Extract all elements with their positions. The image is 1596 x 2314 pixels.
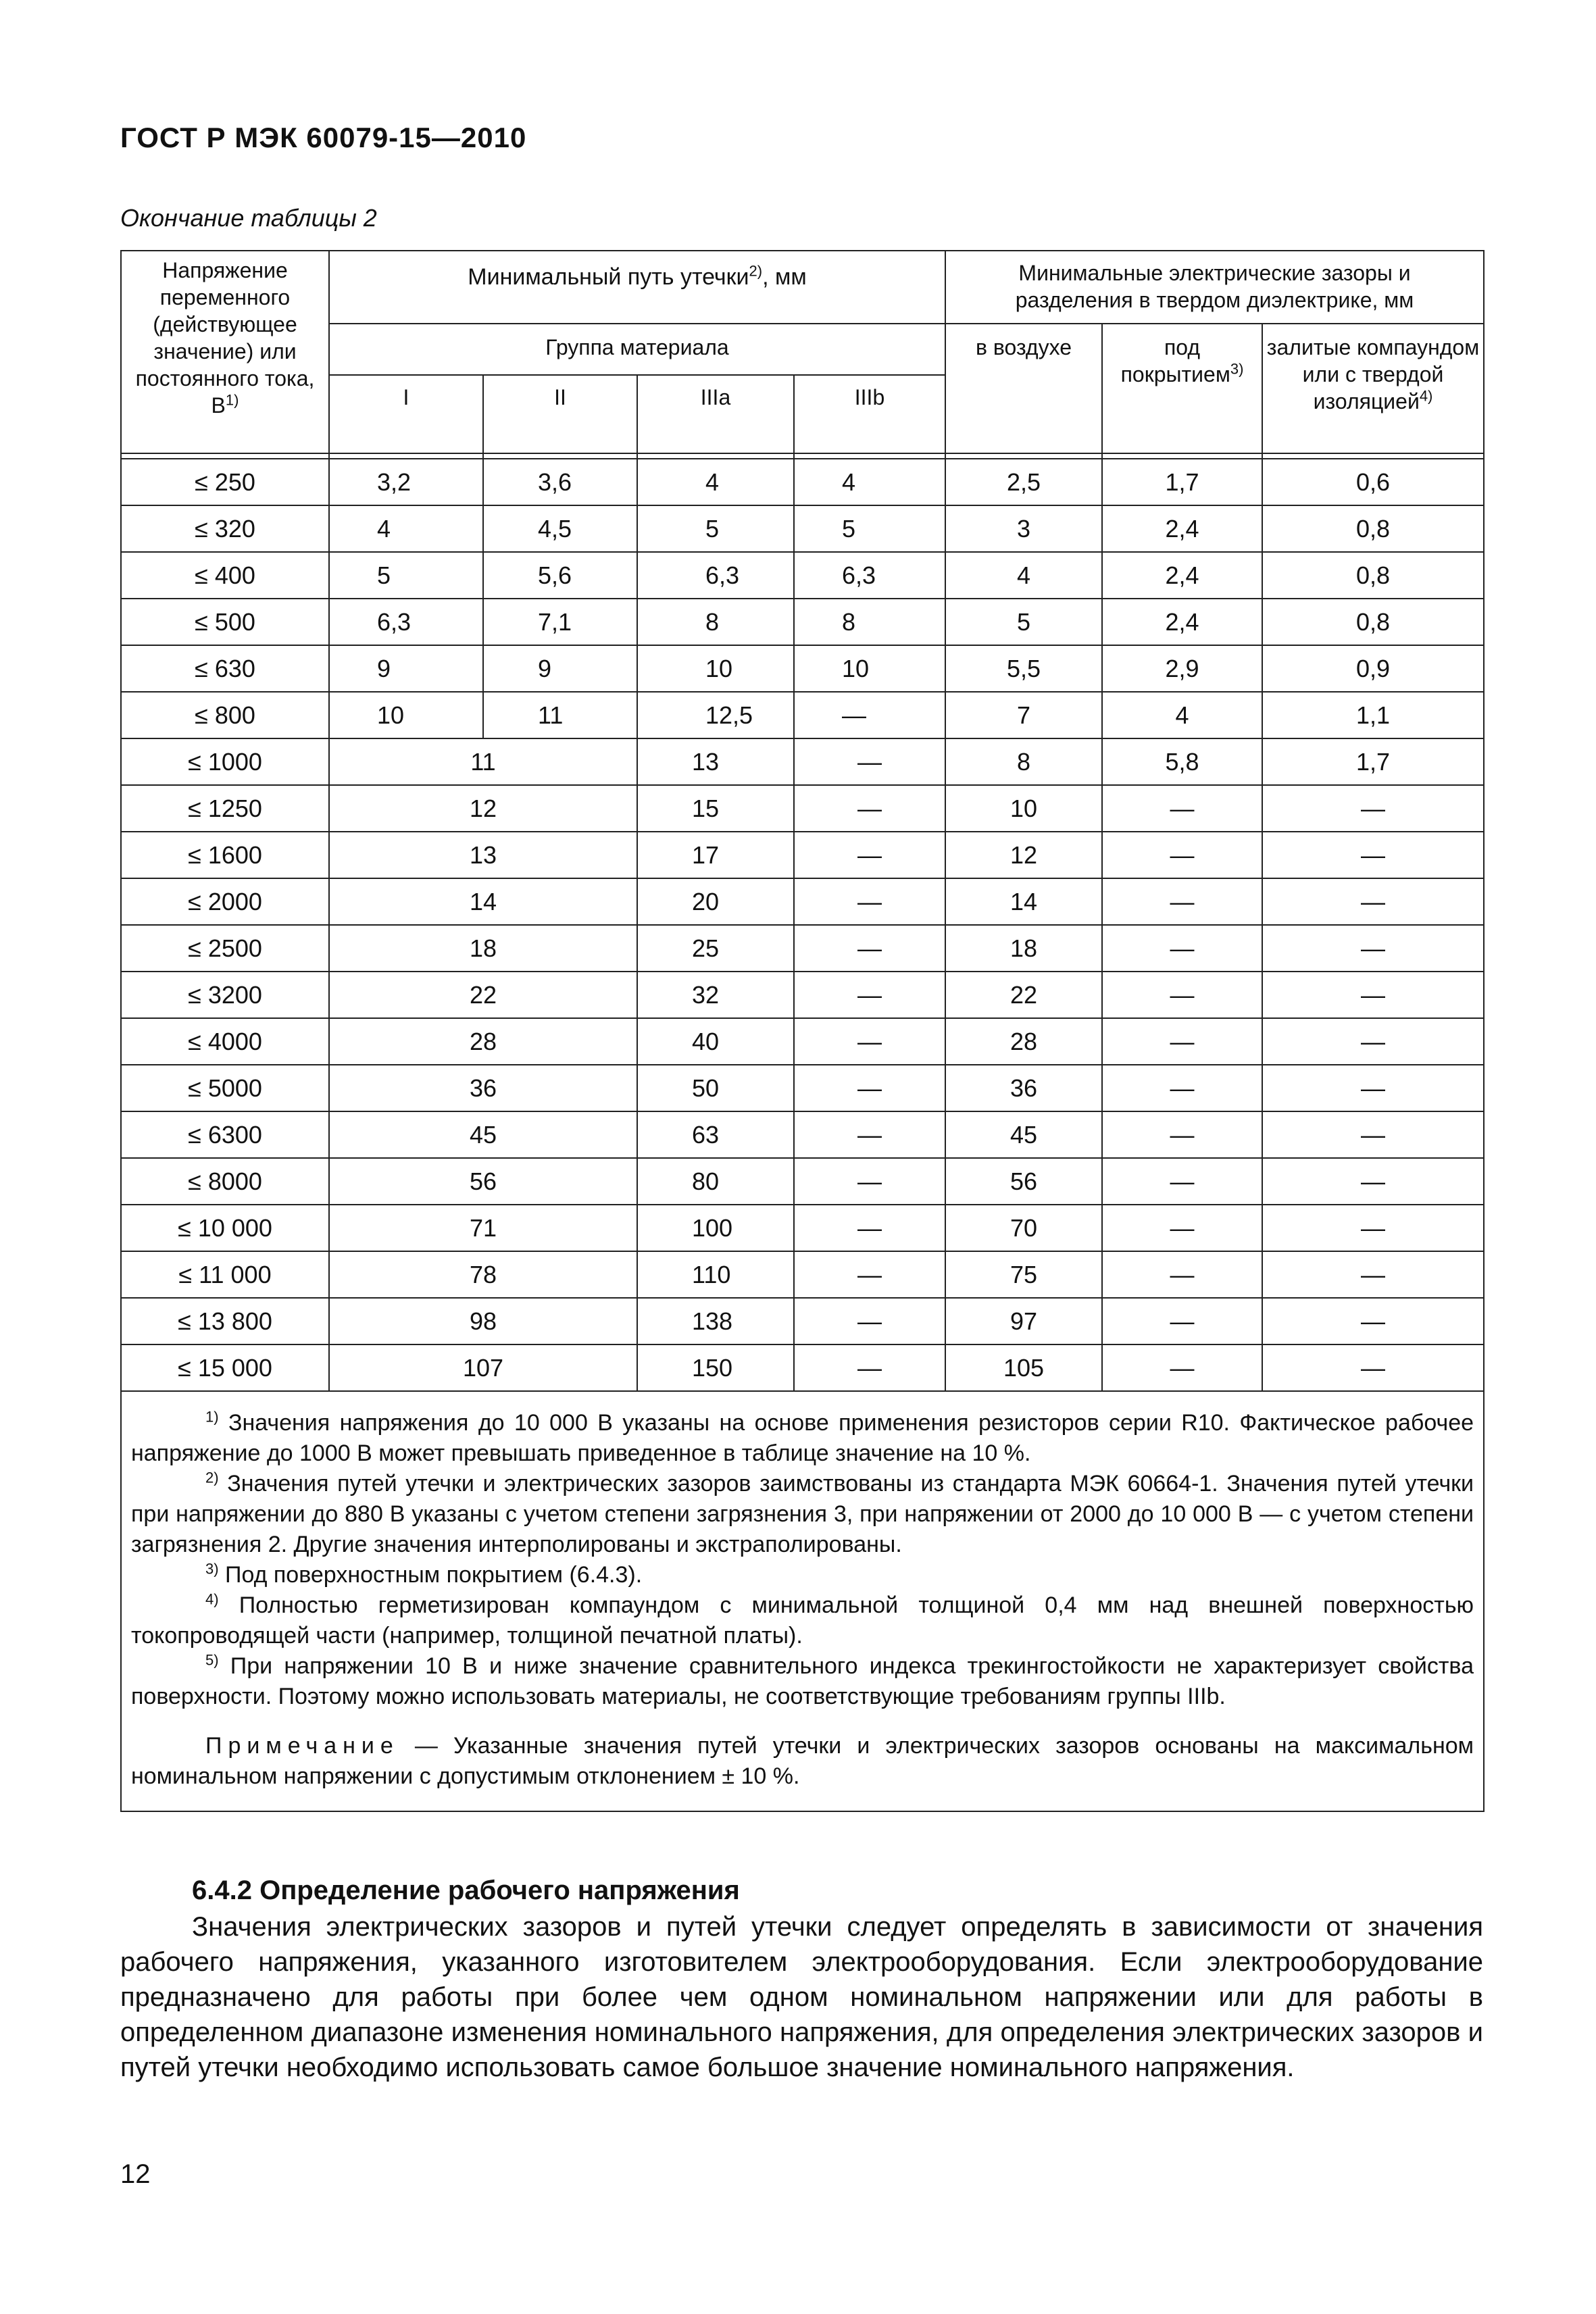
cell-creepage-iiia: 100 (637, 1205, 794, 1251)
cell-clearance-potted: 1,7 (1262, 738, 1484, 785)
header-potted-text: залитые компаундом или с твердой изоляцией (1266, 335, 1480, 413)
cell-clearance-potted: — (1262, 785, 1484, 832)
cell-clearance-coating: — (1102, 878, 1262, 925)
cell-clearance-air: 12 (945, 832, 1102, 878)
table-caption: Окончание таблицы 2 (120, 204, 377, 232)
table-row (121, 1111, 1484, 1158)
cell-clearance-coating: 2,4 (1102, 505, 1262, 552)
cell-clearance-coating: 2,4 (1102, 599, 1262, 645)
cell-creepage-iiib: — (794, 972, 945, 1018)
footnote-ref-4: 4) (1419, 387, 1433, 405)
cell-creepage-ii: 3,6 (483, 459, 637, 505)
header-creepage (329, 251, 945, 324)
footnote-ref-3: 3) (1230, 360, 1244, 378)
cell-voltage: ≤ 4000 (121, 1018, 329, 1065)
cell-clearance-air: 10 (945, 785, 1102, 832)
cell-creepage-i-ii: 14 (329, 878, 637, 925)
table-row (121, 738, 1484, 785)
cell-clearance-potted: 1,1 (1262, 692, 1484, 738)
cell-creepage-i-ii: 12 (329, 785, 637, 832)
header-clearance (945, 251, 1484, 324)
cell-clearance-potted: — (1262, 1251, 1484, 1298)
header-voltage-text: Напряжение переменного (действующее значение) или постоянного тока, В (135, 258, 315, 418)
cell-creepage-iiib: 10 (794, 645, 945, 692)
cell-clearance-potted: — (1262, 972, 1484, 1018)
table-row (121, 832, 1484, 878)
cell-voltage: ≤ 400 (121, 552, 329, 599)
cell-clearance-air: 2,5 (945, 459, 1102, 505)
cell-creepage-iiib: — (794, 738, 945, 785)
cell-voltage: ≤ 10 000 (121, 1205, 329, 1251)
cell-clearance-coating: 2,4 (1102, 552, 1262, 599)
cell-clearance-coating: — (1102, 1065, 1262, 1111)
cell-clearance-coating: — (1102, 1251, 1262, 1298)
cell-creepage-iiib: — (794, 1111, 945, 1158)
cell-clearance-air: 14 (945, 878, 1102, 925)
cell-clearance-potted: — (1262, 1205, 1484, 1251)
footnote-text: Полностью герметизирован компаундом с минимальной толщиной 0,4 мм над внешней поверхностью токопроводящей части (например, толщиной печатной платы). (131, 1592, 1474, 1649)
cell-creepage-iiia: 15 (637, 785, 794, 832)
cell-clearance-air: 18 (945, 925, 1102, 972)
cell-creepage-iiia: 50 (637, 1065, 794, 1111)
cell-creepage-i-ii: 56 (329, 1158, 637, 1205)
table-row (121, 599, 1484, 645)
cell-clearance-potted: — (1262, 1158, 1484, 1205)
cell-voltage: ≤ 320 (121, 505, 329, 552)
footnote-mark: 4) (205, 1590, 219, 1608)
document-header: ГОСТ Р МЭК 60079-15—2010 (120, 122, 527, 153)
cell-creepage-iiia: 63 (637, 1111, 794, 1158)
table-row (121, 645, 1484, 692)
cell-creepage-i-ii: 45 (329, 1111, 637, 1158)
table-row (121, 1344, 1484, 1391)
cell-clearance-potted: — (1262, 1344, 1484, 1391)
cell-creepage-i-ii: 71 (329, 1205, 637, 1251)
cell-creepage-iiia: 80 (637, 1158, 794, 1205)
cell-clearance-coating: — (1102, 1344, 1262, 1391)
cell-clearance-coating: — (1102, 785, 1262, 832)
footnote (131, 1408, 1474, 1469)
footnote-text: Под поверхностным покрытием (6.4.3). (218, 1562, 643, 1588)
cell-creepage-iiib: — (794, 878, 945, 925)
cell-clearance-air: 5,5 (945, 645, 1102, 692)
table-row (121, 1298, 1484, 1344)
cell-voltage: ≤ 5000 (121, 1065, 329, 1111)
cell-creepage-iiib: 6,3 (794, 552, 945, 599)
cell-creepage-iiia: 150 (637, 1344, 794, 1391)
table-footnotes (121, 1391, 1484, 1811)
footnotes-row (121, 1391, 1484, 1811)
cell-creepage-iiib: — (794, 1205, 945, 1251)
cell-clearance-potted: 0,8 (1262, 599, 1484, 645)
cell-creepage-iiia: 110 (637, 1251, 794, 1298)
table-row (121, 459, 1484, 505)
cell-clearance-air: 36 (945, 1065, 1102, 1111)
cell-creepage-i-ii: 107 (329, 1344, 637, 1391)
cell-creepage-iiib: — (794, 1065, 945, 1111)
cell-creepage-iiia: 6,3 (637, 552, 794, 599)
footnote (131, 1560, 1474, 1590)
header-material-group (329, 324, 945, 375)
cell-creepage-ii: 5,6 (483, 552, 637, 599)
cell-creepage-i-ii: 36 (329, 1065, 637, 1111)
cell-clearance-air: 5 (945, 599, 1102, 645)
footnote-mark: 2) (205, 1469, 219, 1486)
header-material-group-text: Группа материала (545, 335, 729, 359)
cell-creepage-iiib: 4 (794, 459, 945, 505)
cell-voltage: ≤ 1000 (121, 738, 329, 785)
cell-creepage-i: 5 (329, 552, 483, 599)
cell-voltage: ≤ 11 000 (121, 1251, 329, 1298)
header-under-coating (1102, 324, 1262, 453)
cell-creepage-i-ii: 22 (329, 972, 637, 1018)
cell-creepage-iiib: — (794, 1344, 945, 1391)
note-label: Примечание (205, 1733, 399, 1759)
cell-creepage-iiib: — (794, 1018, 945, 1065)
cell-creepage-iiib: — (794, 785, 945, 832)
header-under-coating-text: под покрытием (1120, 335, 1230, 386)
cell-clearance-air: 4 (945, 552, 1102, 599)
cell-creepage-iiib: 8 (794, 599, 945, 645)
page-number: 12 (120, 2159, 151, 2189)
header-clearance-text: Минимальные электрические зазоры и разделения в твердом диэлектрике, мм (1015, 261, 1414, 312)
cell-voltage: ≤ 250 (121, 459, 329, 505)
cell-creepage-i-ii: 78 (329, 1251, 637, 1298)
cell-creepage-iiib: 5 (794, 505, 945, 552)
cell-clearance-potted: — (1262, 1065, 1484, 1111)
cell-creepage-iiib: — (794, 832, 945, 878)
footnote-ref-1: 1) (225, 391, 239, 409)
table-row (121, 878, 1484, 925)
cell-clearance-potted: 0,8 (1262, 552, 1484, 599)
cell-voltage: ≤ 500 (121, 599, 329, 645)
cell-creepage-ii: 11 (483, 692, 637, 738)
header-in-air-text: в воздухе (975, 335, 1072, 359)
cell-clearance-coating: — (1102, 1018, 1262, 1065)
cell-clearance-coating: — (1102, 1205, 1262, 1251)
cell-voltage: ≤ 15 000 (121, 1344, 329, 1391)
table-row (121, 1251, 1484, 1298)
cell-creepage-iiia: 20 (637, 878, 794, 925)
footnote-text: При напряжении 10 В и ниже значение сравнительного индекса трекингостойкости не характеризует свойства поверхности. Поэтому можно использовать материалы, не соответствующие требованиям группы IIIb. (131, 1653, 1474, 1709)
cell-clearance-coating: — (1102, 1111, 1262, 1158)
header-creepage-text: Минимальный путь утечки (468, 264, 749, 290)
cell-creepage-iiia: 138 (637, 1298, 794, 1344)
cell-creepage-i: 9 (329, 645, 483, 692)
cell-clearance-coating: 2,9 (1102, 645, 1262, 692)
cell-creepage-iiia: 10 (637, 645, 794, 692)
cell-creepage-ii: 7,1 (483, 599, 637, 645)
table-row (121, 925, 1484, 972)
table-row (121, 505, 1484, 552)
cell-voltage: ≤ 8000 (121, 1158, 329, 1205)
table-row (121, 552, 1484, 599)
cell-clearance-coating: — (1102, 1298, 1262, 1344)
cell-clearance-air: 97 (945, 1298, 1102, 1344)
cell-clearance-air: 22 (945, 972, 1102, 1018)
cell-clearance-potted: — (1262, 925, 1484, 972)
cell-creepage-iiia: 8 (637, 599, 794, 645)
cell-clearance-coating: — (1102, 1158, 1262, 1205)
cell-voltage: ≤ 2000 (121, 878, 329, 925)
cell-creepage-iiia: 13 (637, 738, 794, 785)
cell-clearance-air: 28 (945, 1018, 1102, 1065)
cell-creepage-i-ii: 18 (329, 925, 637, 972)
cell-creepage-iiia: 32 (637, 972, 794, 1018)
cell-clearance-air: 45 (945, 1111, 1102, 1158)
cell-creepage-iiia: 17 (637, 832, 794, 878)
cell-creepage-iiib: — (794, 1158, 945, 1205)
cell-clearance-coating: — (1102, 972, 1262, 1018)
cell-clearance-air: 7 (945, 692, 1102, 738)
cell-clearance-coating: 4 (1102, 692, 1262, 738)
footnote (131, 1469, 1474, 1560)
cell-voltage: ≤ 13 800 (121, 1298, 329, 1344)
cell-clearance-air: 105 (945, 1344, 1102, 1391)
table-row (121, 972, 1484, 1018)
section-paragraph: Значения электрических зазоров и путей утечки следует определять в зависимости от значения рабочего напряжения, указанного изготовителем электрооборудования. Если электрооборудование предназначено для работы при более чем одном номинальном напряжении или для работы в определенном диапазоне изменения номинального напряжения, для определения электрических зазоров и путей утечки необходимо использовать самое большое значение номинального напряжения. (120, 1912, 1483, 2082)
cell-voltage: ≤ 2500 (121, 925, 329, 972)
cell-creepage-i-ii: 11 (329, 738, 637, 785)
cell-creepage-iiia: 12,5 (637, 692, 794, 738)
cell-clearance-coating: — (1102, 832, 1262, 878)
cell-creepage-iiia: 40 (637, 1018, 794, 1065)
footnote-ref-2: 2) (749, 262, 763, 280)
section-title: 6.4.2 Определение рабочего напряжения (192, 1876, 740, 1905)
cell-clearance-potted: — (1262, 1018, 1484, 1065)
cell-clearance-potted: 0,8 (1262, 505, 1484, 552)
footnote-text: Значения путей утечки и электрических зазоров заимствованы из стандарта МЭК 60664-1. Значения путей утечки при напряжении до 880 В указаны с учетом степени загрязнения 3, при напряжении от 2000 до 10 000 В — с учетом степени загрязнения 2. Другие значения интерполированы и экстраполированы. (131, 1471, 1474, 1557)
cell-creepage-i: 4 (329, 505, 483, 552)
note-text: — Указанные значения путей утечки и электрических зазоров основаны на максимальном номинальном напряжении с допустимым отклонением ± 10 %. (131, 1733, 1474, 1789)
cell-creepage-i-ii: 28 (329, 1018, 637, 1065)
cell-clearance-potted: 0,6 (1262, 459, 1484, 505)
cell-voltage: ≤ 1250 (121, 785, 329, 832)
cell-creepage-i-ii: 98 (329, 1298, 637, 1344)
cell-voltage: ≤ 1600 (121, 832, 329, 878)
cell-clearance-potted: — (1262, 878, 1484, 925)
cell-clearance-potted: — (1262, 1111, 1484, 1158)
footnote (131, 1590, 1474, 1651)
cell-clearance-coating: — (1102, 925, 1262, 972)
footnote-mark: 5) (205, 1651, 219, 1669)
footnote-text: Значения напряжения до 10 000 В указаны на основе применения резисторов серии R10. Фактическое рабочее напряжение до 1000 В может превышать приведенное в таблице значение на 10 %. (131, 1410, 1474, 1466)
cell-voltage: ≤ 800 (121, 692, 329, 738)
cell-creepage-i: 10 (329, 692, 483, 738)
cell-clearance-potted: — (1262, 832, 1484, 878)
footnote-mark: 3) (205, 1560, 219, 1578)
cell-creepage-iiib: — (794, 1251, 945, 1298)
cell-clearance-potted: 0,9 (1262, 645, 1484, 692)
cell-clearance-air: 75 (945, 1251, 1102, 1298)
header-material-iiia: IIIa (637, 375, 794, 453)
table-note (131, 1731, 1474, 1792)
cell-clearance-air: 8 (945, 738, 1102, 785)
cell-clearance-coating: 1,7 (1102, 459, 1262, 505)
clearance-table (120, 250, 1485, 1812)
cell-creepage-i: 6,3 (329, 599, 483, 645)
cell-clearance-air: 56 (945, 1158, 1102, 1205)
cell-clearance-potted: — (1262, 1298, 1484, 1344)
cell-creepage-ii: 4,5 (483, 505, 637, 552)
cell-creepage-i-ii: 13 (329, 832, 637, 878)
header-material-ii: II (483, 375, 637, 453)
header-in-air (945, 324, 1102, 453)
cell-creepage-i: 3,2 (329, 459, 483, 505)
cell-creepage-iiib: — (794, 925, 945, 972)
cell-clearance-coating: 5,8 (1102, 738, 1262, 785)
cell-creepage-iiia: 5 (637, 505, 794, 552)
cell-creepage-iiia: 4 (637, 459, 794, 505)
header-voltage (121, 251, 329, 453)
header-separator (121, 453, 1484, 459)
cell-creepage-iiib: — (794, 1298, 945, 1344)
header-creepage-unit: , мм (762, 264, 807, 290)
cell-creepage-iiia: 25 (637, 925, 794, 972)
cell-voltage: ≤ 630 (121, 645, 329, 692)
table-row (121, 1065, 1484, 1111)
footnote-mark: 1) (205, 1408, 219, 1426)
table-row (121, 785, 1484, 832)
cell-clearance-air: 70 (945, 1205, 1102, 1251)
table-row (121, 1018, 1484, 1065)
table-row (121, 1205, 1484, 1251)
table-row (121, 1158, 1484, 1205)
header-material-i: I (329, 375, 483, 453)
footnote (131, 1651, 1474, 1712)
cell-voltage: ≤ 3200 (121, 972, 329, 1018)
cell-creepage-iiib: — (794, 692, 945, 738)
cell-creepage-ii: 9 (483, 645, 637, 692)
cell-clearance-air: 3 (945, 505, 1102, 552)
table-row (121, 692, 1484, 738)
header-material-iiib: IIIb (794, 375, 945, 453)
cell-voltage: ≤ 6300 (121, 1111, 329, 1158)
header-potted (1262, 324, 1484, 453)
